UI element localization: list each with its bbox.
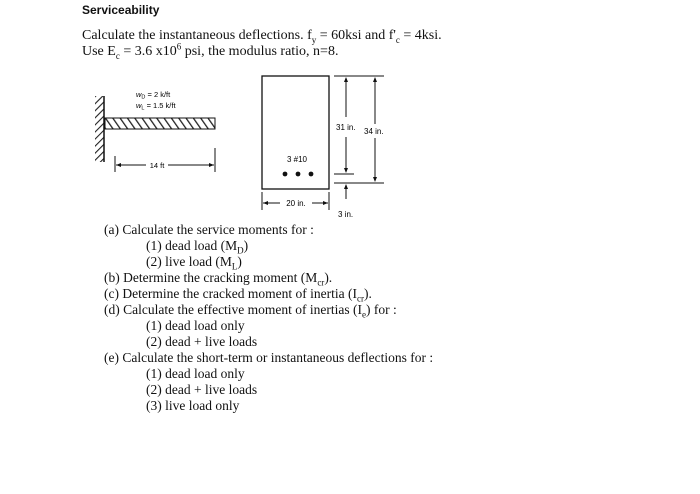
fixed-support (95, 96, 104, 162)
total-depth-arrow-bottom (373, 177, 377, 182)
sub-question: (3) live load only (146, 398, 240, 413)
width-arrow-right (323, 201, 328, 205)
width-label: 20 in. (286, 199, 306, 208)
total-depth-label: 34 in. (364, 127, 384, 136)
span-arrow-left (116, 163, 121, 167)
rebar (283, 172, 288, 177)
cross-section-outline (262, 76, 329, 189)
sub-question: (2) dead + live loads (146, 334, 258, 349)
sub-question: (2) dead + live loads (146, 382, 258, 397)
problem-statement-line-2: Use $E_c = 3.6$ $x10^6$ psi, the modulus ratio, n=8. (82, 41, 339, 61)
dead-load-label: $w_D = 2$ k/ft (136, 90, 171, 101)
page-title: Serviceability (82, 3, 160, 17)
question: (a) Calculate the service moments for : (104, 222, 314, 237)
question: (c) Determine the cracked moment of inertia $(I_{cr})$. (104, 286, 372, 304)
span-arrow-right (209, 163, 214, 167)
span-label: 14 ft (149, 161, 165, 170)
beam-cross-section-diagram (262, 76, 384, 219)
rebar (296, 172, 301, 177)
total-depth-arrow-top (373, 77, 377, 82)
sub-question: (1) dead load only (146, 366, 245, 381)
cantilever-beam-diagram (95, 90, 215, 172)
cover-label: 3 in. (338, 210, 354, 219)
question: (e) Calculate the short-term or instantaneous deflections for : (104, 350, 434, 365)
cantilever-beam (105, 118, 215, 129)
live-load-label: $w_L = 1.5$ k/ft (136, 101, 176, 112)
width-arrow-left (263, 201, 268, 205)
effective-depth-arrow-bottom (344, 168, 348, 173)
question: (d) Calculate the effective moment of inertias $(I_e)$ for : (104, 302, 397, 320)
effective-depth-arrow-top (344, 77, 348, 82)
problem-statement-line-1: Calculate the instantaneous deflections. $f_y = 60ksi$ and $f'_c = 4ksi$. (82, 28, 442, 45)
rebar (309, 172, 314, 177)
sub-question: (1) dead load only (146, 318, 245, 333)
bars-label: 3 #10 (286, 155, 308, 164)
question: (b) Determine the cracking moment $(M_{cr})$. (104, 270, 333, 288)
effective-depth-label: 31 in. (336, 123, 356, 132)
sub-question: (2) live load $(M_L)$ (146, 254, 242, 272)
cover-arrow (344, 184, 348, 189)
sub-question: (1) dead load $(M_D)$ (146, 238, 249, 256)
